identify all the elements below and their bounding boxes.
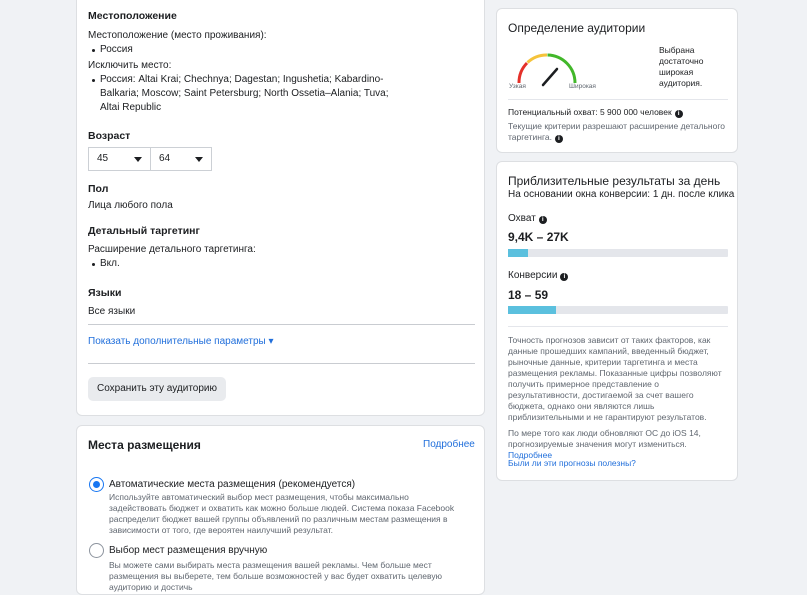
criteria-note-text: Текущие критерии разрешают расширение детального таргетинга.: [508, 121, 725, 142]
exclude-item: Россия: Altai Krai; Chechnya; Dagestan; Ingushetia; Kabardino-Balkaria; Moscow; Saint Petersburg; North Ossetia–Alania; Tuva; Altai Republic: [88, 73, 408, 115]
placements-title: Места размещения: [88, 438, 201, 452]
placements-more-link[interactable]: Подробнее: [423, 439, 475, 450]
audience-gauge: [513, 43, 581, 87]
languages-heading: Языки: [88, 287, 122, 299]
gender-heading: Пол: [88, 183, 109, 195]
gauge-segment-narrow: [519, 63, 527, 83]
exclude-list: [88, 73, 408, 115]
potential-reach-text: Потенциальный охват: 5 900 000 человек: [508, 107, 672, 117]
location-subheading: Местоположение (место проживания):: [88, 30, 267, 41]
more-params-link[interactable]: Показать дополнительные параметры ▾: [88, 336, 274, 347]
auto-placements-description: Используйте автоматический выбор мест размещения, чтобы максимально задействовать бюджет и охватить как можно больше людей. Система показа Facebook распределит бюджет вашей группы объявлений по различным местам размещения в зависимости от того, где вероятен наилучший результат.: [109, 492, 455, 535]
gauge-segment-mid: [528, 55, 548, 63]
ios-note: [508, 428, 733, 461]
reach-bar-fill: [508, 249, 528, 257]
gender-value: Лица любого пола: [88, 200, 173, 211]
divider: [508, 99, 728, 100]
save-audience-button[interactable]: Сохранить эту аудиторию: [88, 377, 226, 401]
info-icon[interactable]: i: [560, 273, 568, 281]
criteria-note: [508, 121, 728, 143]
feedback-link[interactable]: Были ли эти прогнозы полезны?: [508, 458, 636, 468]
conversions-bar-fill: [508, 306, 556, 314]
gauge-narrow-label: Узкая: [509, 83, 526, 90]
age-to-value: 64: [159, 153, 171, 164]
results-subtitle: На основании окна конверсии: 1 дн. после клика: [508, 189, 735, 200]
location-heading: Местоположение: [88, 10, 177, 22]
chevron-down-icon: [134, 157, 142, 162]
age-from-select[interactable]: [88, 147, 151, 171]
detailed-subheading: Расширение детального таргетинга:: [88, 244, 256, 255]
gauge-needle: [543, 69, 557, 85]
info-icon[interactable]: i: [675, 110, 683, 118]
info-icon[interactable]: i: [539, 216, 547, 224]
conversions-value: 18 – 59: [508, 288, 549, 302]
gauge-wide-label: Широкая: [569, 83, 596, 90]
accuracy-note: Точность прогнозов зависит от таких факторов, как данные прошедших кампаний, введенный бюджет, рыночные данные, критерии таргетинга и места размещения рекламы. Показанные цифры позволяют получить примерное представление о результативности, достигаемой за счет вашего бюджета, однако они являются лишь приблизительными и не гарантируют результатов.: [508, 335, 722, 422]
potential-reach: [508, 107, 683, 118]
divider: [88, 363, 475, 364]
exclude-subheading: Исключить место:: [88, 60, 172, 71]
reach-label: [508, 212, 547, 226]
ios-note-text: По мере того как люди обновляют ОС до iOS 14, прогнозируемые значения могут измениться.: [508, 428, 701, 449]
placements-card: [76, 425, 485, 595]
reach-label-text: Охват: [508, 213, 536, 224]
audience-status-text: Выбрана достаточно широкая аудитория.: [659, 45, 704, 88]
results-title: Приблизительные результаты за день: [508, 174, 721, 188]
languages-value: Все языки: [88, 306, 136, 317]
audience-card: [76, 0, 485, 416]
divider: [88, 324, 475, 325]
detailed-list: [88, 257, 288, 271]
age-from-value: 45: [97, 153, 109, 164]
ios-more-link[interactable]: Подробнее: [508, 450, 553, 460]
manual-placements-description: Вы можете сами выбирать места размещения вашей рекламы. Чем больше мест размещения вы выберете, тем больше возможностей у вас будет охватить целевую аудиторию и достичь: [109, 560, 442, 592]
auto-placements-label[interactable]: Автоматические места размещения (рекомендуется): [109, 479, 356, 490]
age-heading: Возраст: [88, 130, 131, 142]
reach-bar: [508, 249, 728, 257]
manual-placements-radio[interactable]: [89, 543, 104, 558]
conversions-bar: [508, 306, 728, 314]
conversions-label: [508, 269, 568, 283]
manual-placements-label[interactable]: Выбор мест размещения вручную: [109, 545, 268, 556]
gauge-segment-wide: [548, 55, 576, 83]
reach-value: 9,4K – 27K: [508, 230, 569, 244]
definition-title: Определение аудитории: [508, 21, 646, 35]
divider: [508, 326, 728, 327]
location-list: [88, 43, 408, 57]
estimated-results-card: [496, 161, 738, 481]
location-item: Россия: [88, 43, 408, 57]
audience-definition-card: [496, 8, 738, 153]
chevron-down-icon: [195, 157, 203, 162]
info-icon[interactable]: i: [555, 135, 563, 143]
auto-placements-radio[interactable]: [89, 477, 104, 492]
detailed-item: Вкл.: [88, 257, 288, 271]
conversions-label-text: Конверсии: [508, 270, 558, 281]
detailed-heading: Детальный таргетинг: [88, 225, 200, 237]
age-to-select[interactable]: [150, 147, 212, 171]
